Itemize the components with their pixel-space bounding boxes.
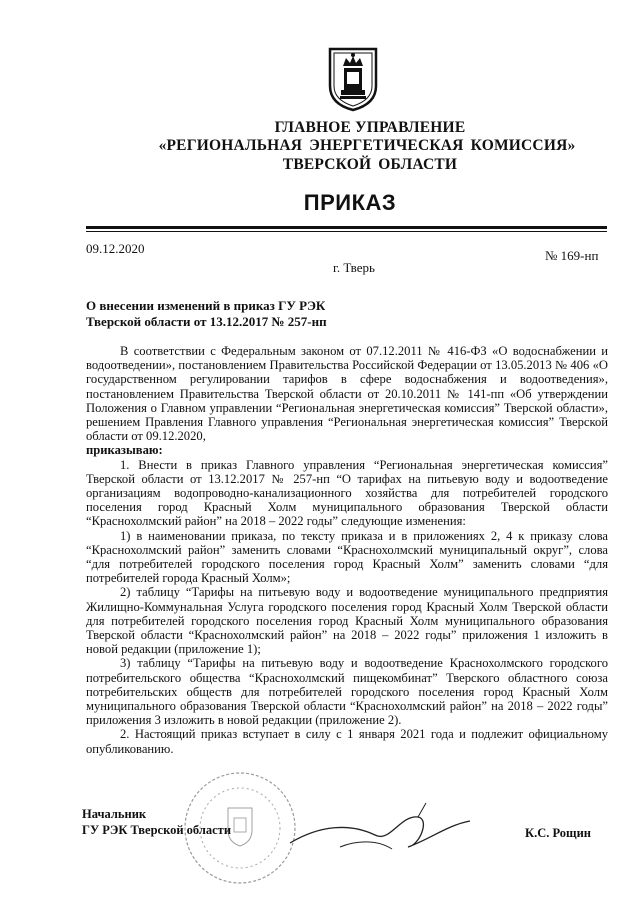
signatory-role-line1: Начальник <box>82 807 147 821</box>
body-item-1-1: 1) в наименовании приказа, по тексту приказа и в приложениях 2, 4 к приказу слова “Краснохолмский район” заменить словами “Краснохолмский муниципальный округ”, слова “для потребителей городского поселения город Красный Холм” заменить словами “для потребителей города Красный Холм»; <box>86 528 608 586</box>
subject-line2: Тверской области от 13.12.2017 № 257-нп <box>86 314 327 329</box>
coat-of-arms-icon <box>326 46 380 112</box>
handwritten-signature-icon <box>280 795 480 865</box>
document-subject <box>86 298 386 330</box>
body-item-1-2: 2) таблицу “Тарифы на питьевую воду и водоотведение муниципального предприятия Жилищно-Коммунальная Услуга городского поселения город Красный Холм Тверской области для потребителей городского поселения город Красный Холм муниципального образования Тверской области “Краснохолмский район” на 2018 – 2022 годы” приложения 1 изложить в новой редакции (приложение 1); <box>86 585 608 657</box>
document-type-title: ПРИКАЗ <box>303 190 397 215</box>
subject-line1: О внесении изменений в приказ ГУ РЭК <box>86 298 326 313</box>
signatory-role <box>82 806 231 838</box>
body-preamble: В соответствии с Федеральным законом от 07.12.2011 № 416-ФЗ «О водоснабжении и водоотведении», постановлением Правительства Российской Федерации от 13.05.2013 № 406 «О государственном регулировании тарифов в сфере водоснабжения и водоотведения», постановлением Правительства Тверской области от 20.10.2011 № 141-пп «Об утверждении Положения о Главном управлении “Региональная энергетическая комиссия” Тверской области», решением Правления Главного управления “Региональная энергетическая комиссия” Тверской области от 09.12.2020, <box>86 344 608 444</box>
document-body <box>86 344 608 756</box>
header-divider-thin <box>86 231 607 232</box>
body-paragraph-2: 2. Настоящий приказ вступает в силу с 1 января 2021 года и подлежит официальному опубликованию. <box>86 727 608 756</box>
document-date: 09.12.2020 <box>86 241 145 256</box>
signatory-role-line2: ГУ РЭК Тверской области <box>82 823 232 837</box>
body-item-1-3: 3) таблицу “Тарифы на питьевую воду и водоотведение Краснохолмского городского потребительского общества “Краснохолмский пищекомбинат” Тверского областного союза потребительских обществ для потребителей городского поселения город Красный Холм муниципального образования Тверской области “Краснохолмский район” на 2018 – 2022 годы” приложения 3 изложить в новой редакции (приложение 2). <box>86 656 608 728</box>
body-paragraph-1: 1. Внести в приказ Главного управления “Региональная энергетическая комиссия” Тверской области от 13.12.2017 № 257-нп “О тарифах на питьевую воду и водоотведение организациям водопроводно-канализационного хозяйства для потребителей городского поселения город Красный Холм муниципального образования Тверской области “Краснохолмский район” на 2018 – 2022 годы” следующие изменения: <box>86 457 608 529</box>
org-name-line1: ГЛАВНОЕ УПРАВЛЕНИЕ <box>274 119 466 136</box>
signatory-name: К.С. Рощин <box>525 826 591 840</box>
header-divider-thick <box>86 226 607 229</box>
body-order-word: приказываю: <box>86 443 163 458</box>
document-number: № 169-нп <box>545 248 599 263</box>
document-city: г. Тверь <box>333 260 375 275</box>
org-name-line3: ТВЕРСКОЙ ОБЛАСТИ <box>282 156 458 173</box>
org-name-line2: «РЕГИОНАЛЬНАЯ ЭНЕРГЕТИЧЕСКАЯ КОМИССИЯ» <box>158 137 576 154</box>
